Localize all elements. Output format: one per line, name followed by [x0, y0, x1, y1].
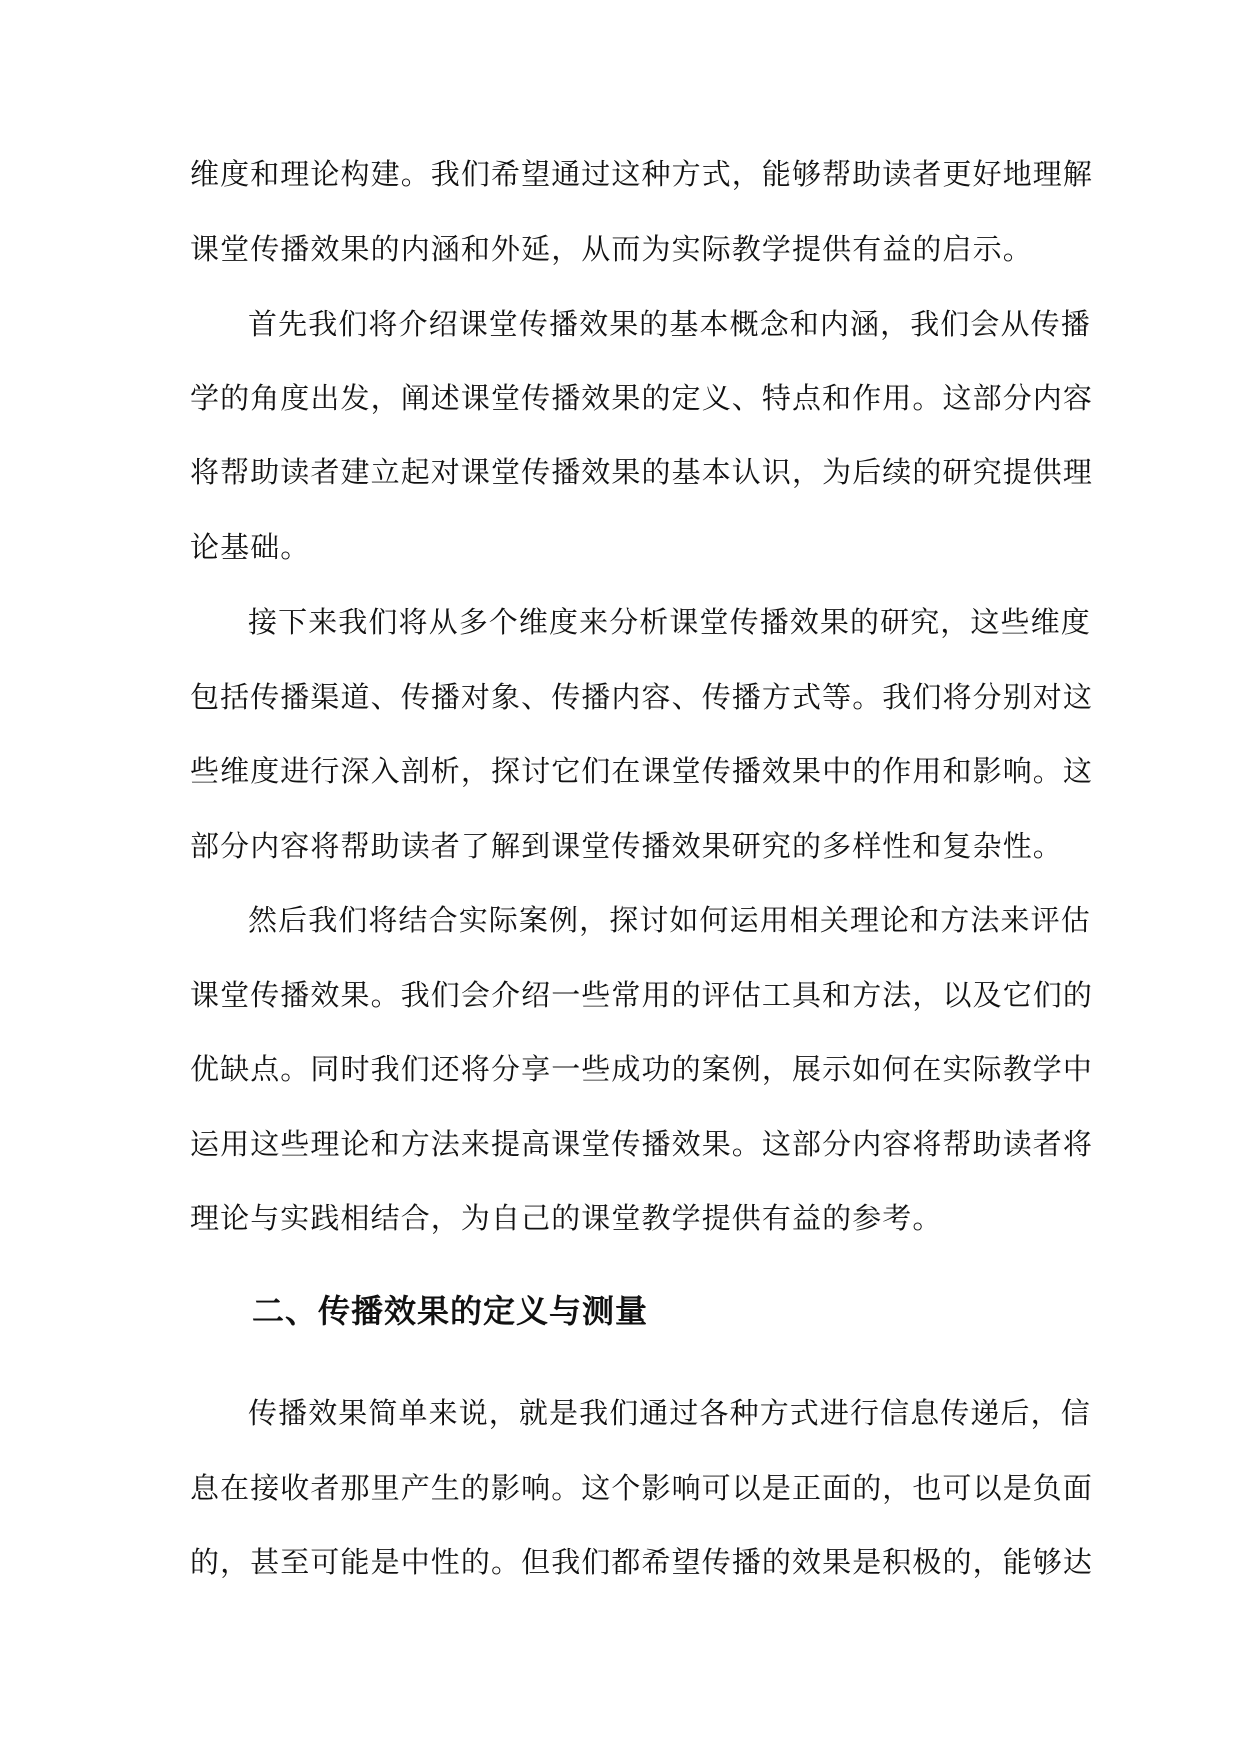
- body-line: 包括传播渠道、传播对象、传播内容、传播方式等。我们将分别对这: [190, 680, 1094, 714]
- body-line: 些维度进行深入剖析，探讨它们在课堂传播效果中的作用和影响。这: [190, 754, 1094, 788]
- body-line: 部分内容将帮助读者了解到课堂传播效果研究的多样性和复杂性。: [190, 829, 1063, 863]
- body-line: 理论与实践相结合，为自己的课堂教学提供有益的参考。: [190, 1201, 943, 1235]
- body-line: 课堂传播效果的内涵和外延，从而为实际教学提供有益的启示。: [190, 232, 1033, 266]
- body-line: 传播效果简单来说，就是我们通过各种方式进行信息传递后，信: [248, 1396, 1091, 1430]
- body-line: 然后我们将结合实际案例，探讨如何运用相关理论和方法来评估: [248, 903, 1091, 937]
- body-line: 将帮助读者建立起对课堂传播效果的基本认识，为后续的研究提供理: [190, 455, 1094, 489]
- body-line: 首先我们将介绍课堂传播效果的基本概念和内涵，我们会从传播: [248, 307, 1091, 341]
- body-line: 课堂传播效果。我们会介绍一些常用的评估工具和方法，以及它们的: [190, 978, 1094, 1012]
- body-line: 学的角度出发，阐述课堂传播效果的定义、特点和作用。这部分内容: [190, 381, 1094, 415]
- body-line: 优缺点。同时我们还将分享一些成功的案例，展示如何在实际教学中: [190, 1052, 1094, 1086]
- body-line: 维度和理论构建。我们希望通过这种方式，能够帮助读者更好地理解: [190, 157, 1094, 191]
- body-line: 运用这些理论和方法来提高课堂传播效果。这部分内容将帮助读者将: [190, 1127, 1094, 1161]
- body-line: 论基础。: [190, 530, 311, 564]
- body-line: 接下来我们将从多个维度来分析课堂传播效果的研究，这些维度: [248, 605, 1091, 639]
- body-line: 息在接收者那里产生的影响。这个影响可以是正面的，也可以是负面: [190, 1471, 1094, 1505]
- body-line: 的，甚至可能是中性的。但我们都希望传播的效果是积极的，能够达: [190, 1545, 1094, 1579]
- section-heading: 二、传播效果的定义与测量: [252, 1292, 649, 1330]
